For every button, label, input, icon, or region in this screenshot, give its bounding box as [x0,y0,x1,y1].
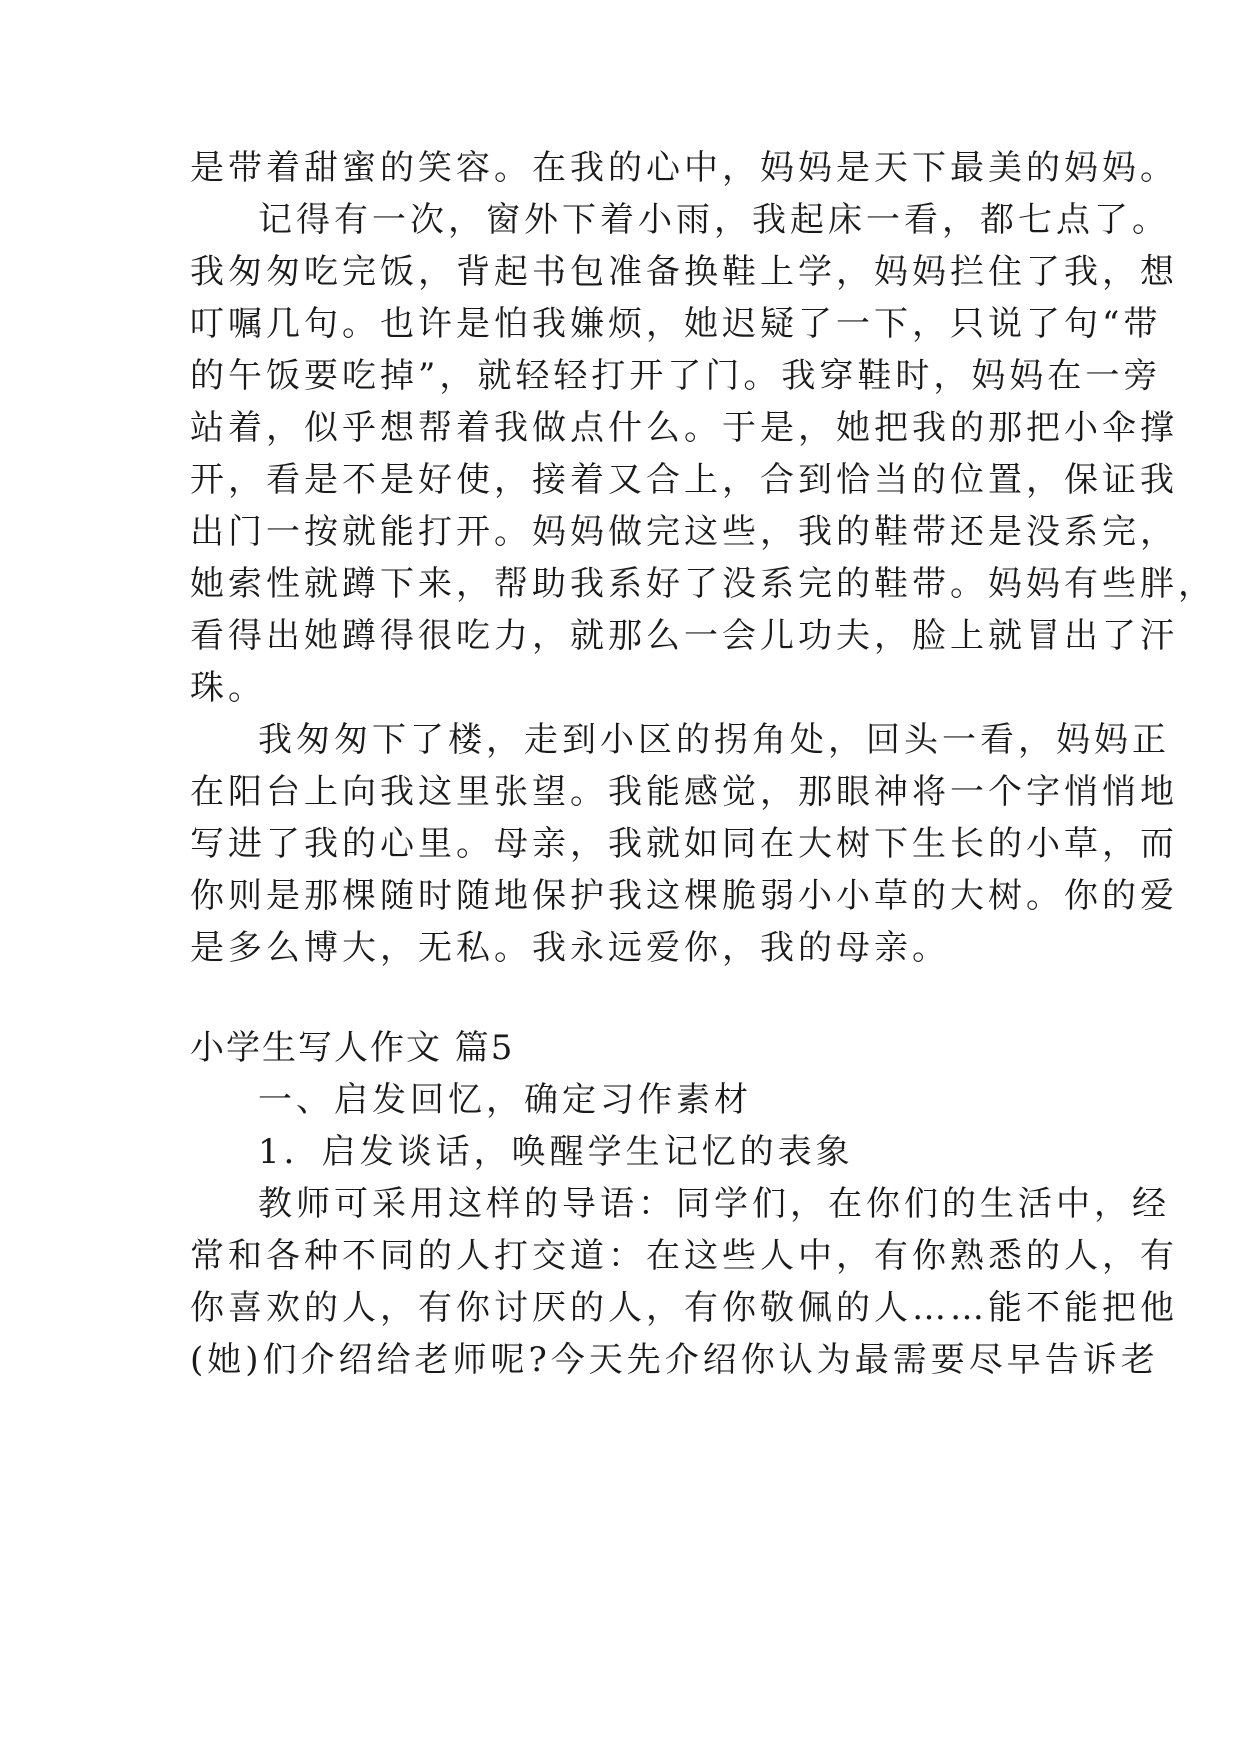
text-line: 你喜欢的人，有你讨厌的人，有你敬佩的人……能不能把他 [190,1288,1178,1328]
text-line: 是带着甜蜜的笑容。在我的心中，妈妈是天下最美的妈妈。 [190,148,1178,188]
text-line: 我匆匆吃完饭，背起书包准备换鞋上学，妈妈拦住了我，想 [190,252,1178,292]
subsection-heading: 一、启发回忆，确定习作素材 [258,1080,752,1120]
text-line: 常和各种不同的人打交道：在这些人中，有你熟悉的人，有 [190,1236,1178,1276]
text-line: 站着，似乎想帮着我做点什么。于是，她把我的那把小伞撑 [190,408,1178,448]
text-line: 珠。 [190,668,266,708]
text-line: 的午饭要吃掉”，就轻轻打开了门。我穿鞋时，妈妈在一旁 [190,356,1162,396]
text-line: 叮嘱几句。也许是怕我嫌烦，她迟疑了一下，只说了句“带 [190,304,1162,344]
text-line: 出门一按就能打开。妈妈做完这些，我的鞋带还是没系完， [190,512,1178,552]
text-line: 写进了我的心里。母亲，我就如同在大树下生长的小草，而 [190,824,1178,864]
paragraph-start-line: 记得有一次，窗外下着小雨，我起床一看，都七点了。 [258,200,1170,240]
text-line: 在阳台上向我这里张望。我能感觉，那眼神将一个字悄悄地 [190,772,1178,812]
numbered-item: 1．启发谈话，唤醒学生记忆的表象 [258,1132,854,1172]
section-heading: 小学生写人作文 篇5 [190,1028,515,1068]
text-line: 你则是那棵随时随地保护我这棵脆弱小小草的大树。你的爱 [190,876,1178,916]
text-line: 是多么博大，无私。我永远爱你，我的母亲。 [190,928,950,968]
text-line: 她索性就蹲下来，帮助我系好了没系完的鞋带。妈妈有些胖， [190,564,1216,604]
text-line: (她)们介绍给老师呢?今天先介绍你认为最需要尽早告诉老 [190,1340,1159,1380]
text-line: 开，看是不是好使，接着又合上，合到恰当的位置，保证我 [190,460,1178,500]
paragraph-start-line: 我匆匆下了楼，走到小区的拐角处，回头一看，妈妈正 [258,720,1170,760]
text-line: 看得出她蹲得很吃力，就那么一会儿功夫，脸上就冒出了汗 [190,616,1178,656]
paragraph-start-line: 教师可采用这样的导语：同学们，在你们的生活中，经 [258,1184,1170,1224]
